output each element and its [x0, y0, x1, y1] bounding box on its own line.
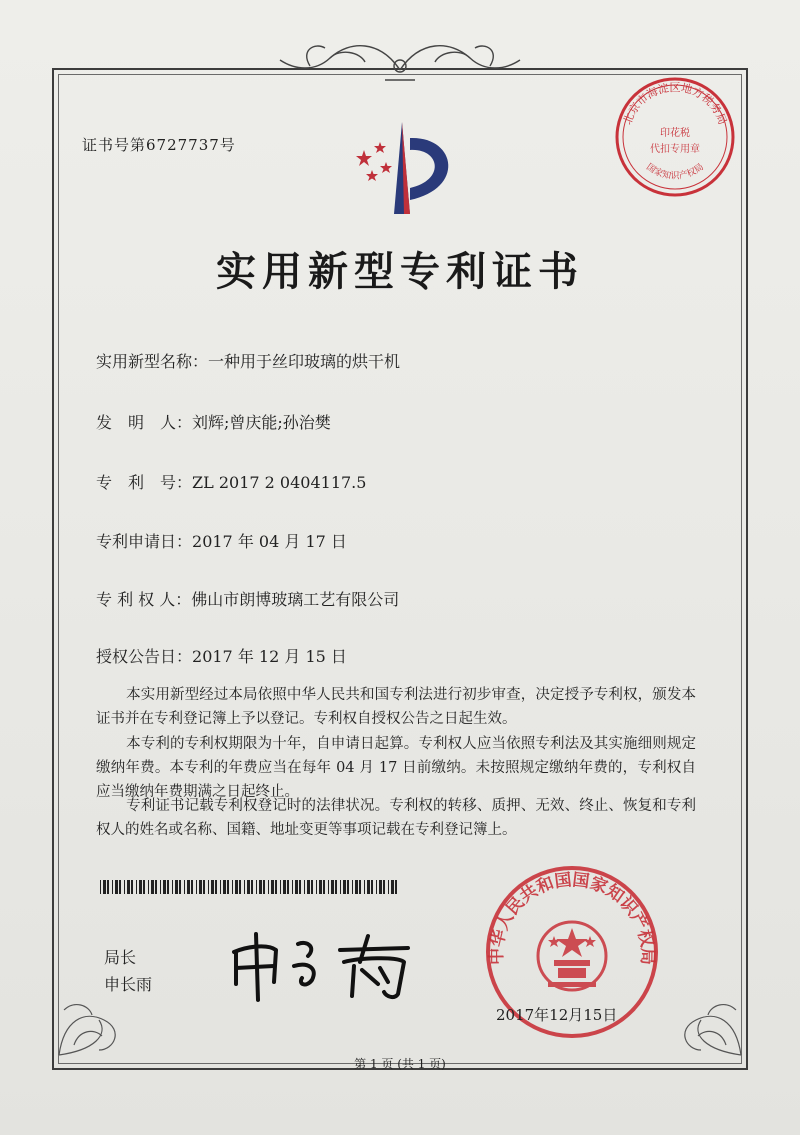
- paragraph-grant: 本实用新型经过本局依照中华人民共和国专利法进行初步审查，决定授予专利权，颁发本证书并在专利登记簿上予以登记。专利权自授权公告之日起生效。: [96, 687, 696, 727]
- certificate-title: 实用新型专利证书: [216, 248, 584, 295]
- paragraph-term: 本专利的专利权期限为十年，自申请日起算。专利权人应当依照专利法及其实施细则规定缴纳年费。本专利的年费应当在每年 04 月 17 日前缴纳。未按照规定缴纳年费的，专利权自应当缴纳年费期满之日起终止。: [96, 736, 696, 800]
- svg-text:国家知识产权局: 国家知识产权局: [644, 162, 706, 182]
- tax-seal-stamp: [612, 74, 738, 200]
- patent-office-logo-icon: [336, 118, 466, 218]
- handwritten-signature: [228, 922, 418, 1002]
- field-patentee: 专 利 权 人：佛山市朗博玻璃工艺有限公司: [96, 590, 400, 609]
- svg-text:北京市海淀区地方税务局: 北京市海淀区地方税务局: [620, 81, 730, 127]
- field-application-date: 专利申请日：2017 年 04 月 17 日: [96, 532, 347, 551]
- field-inventors: 发 明 人：刘辉;曾庆能;孙治樊: [96, 413, 331, 432]
- issue-date: 2017年12月15日: [496, 1006, 618, 1024]
- paragraph-legal-status: 专利证书记载专利权登记时的法律状况。专利权的转移、质押、无效、终止、恢复和专利权人的姓名或名称、国籍、地址变更等事项记载在专利登记簿上。: [96, 798, 696, 838]
- top-ornament-icon: [270, 30, 530, 90]
- field-utility-model-name: 实用新型名称：一种用于丝印玻璃的烘干机: [96, 352, 401, 371]
- signature-name: 申长雨: [104, 975, 153, 994]
- signature-title: 局长: [104, 948, 137, 967]
- field-grant-date: 授权公告日：2017 年 12 月 15 日: [96, 647, 347, 666]
- svg-text:中华人民共和国国家知识产权局: 中华人民共和国国家知识产权局: [486, 870, 658, 966]
- page-number: 第 1 页 (共 1 页): [354, 1057, 446, 1071]
- certificate-number: 证书号第6727737号: [82, 136, 236, 154]
- svg-text:代扣专用章: 代扣专用章: [650, 144, 700, 155]
- barcode: [100, 880, 400, 894]
- svg-text:印花税: 印花税: [660, 128, 690, 139]
- field-patent-number: 专 利 号：ZL 2017 2 0404117.5: [96, 473, 367, 492]
